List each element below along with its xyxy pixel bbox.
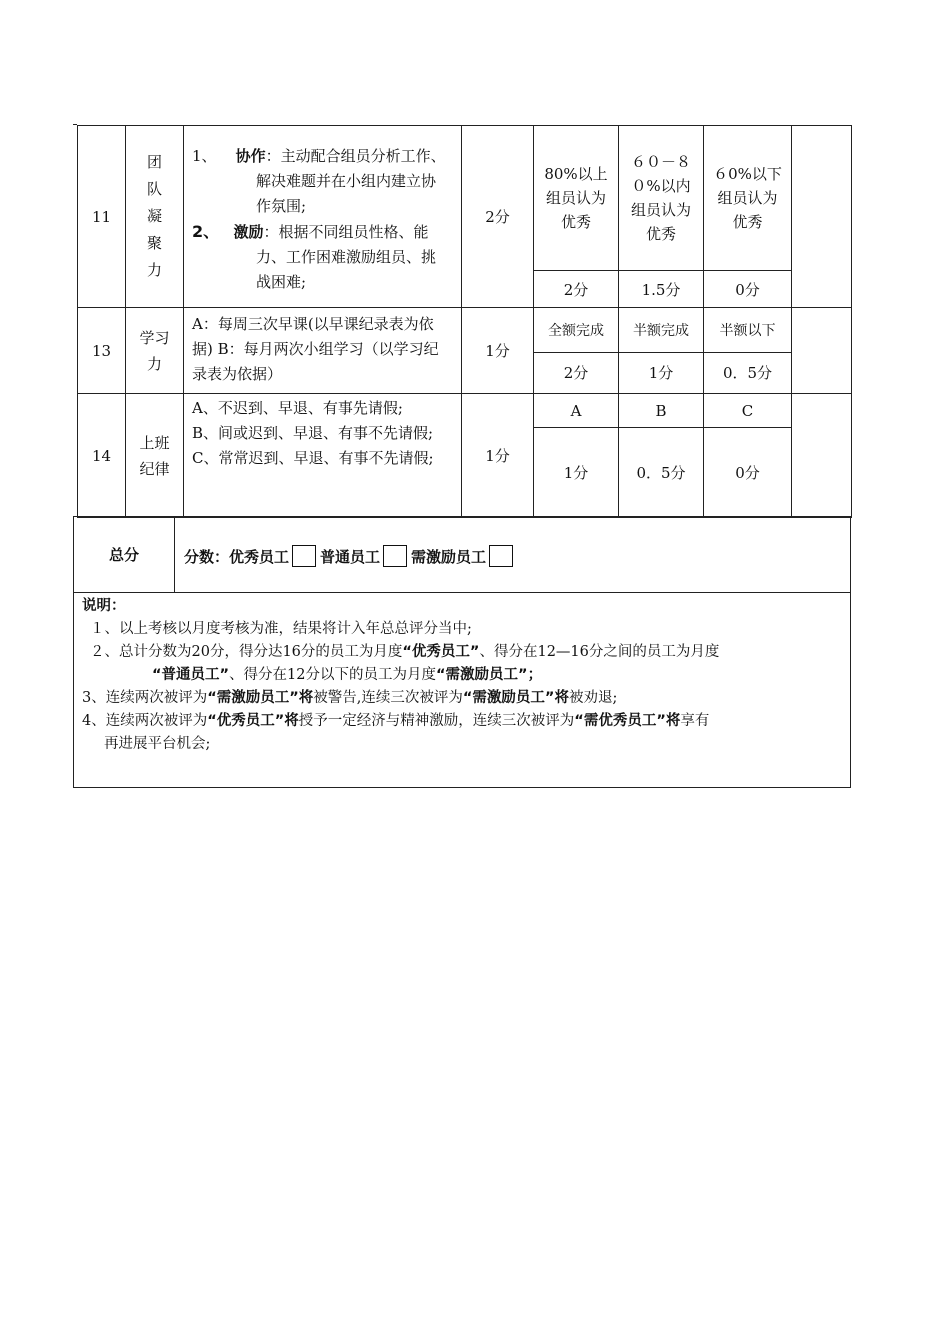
- note-3: 3、连续两次被评为“需激励员工”将被警告,连续三次被评为“需激励员工”将被劝退;: [82, 690, 618, 706]
- category-label: 团队凝聚力: [146, 153, 162, 279]
- grade-score: 0分: [704, 271, 792, 308]
- row-number: 14: [78, 394, 126, 518]
- row-number: 13: [78, 308, 126, 394]
- category-label: 上班纪律: [139, 433, 170, 478]
- description-cell: A：每周三次早课(以早课纪录表为依据) B：每月两次小组学习（以学习纪录表为依据）: [184, 308, 462, 394]
- grade-header: A: [534, 394, 619, 428]
- total-score-row: [74, 517, 850, 593]
- blank-cell: [792, 126, 852, 308]
- description-cell: [184, 126, 462, 308]
- grade-score: 0．5分: [619, 428, 704, 518]
- grade-score: 1分: [619, 352, 704, 393]
- evaluation-table: [77, 125, 852, 518]
- grade-header: ６０－８０%以内组员认为优秀: [619, 126, 704, 271]
- option-excellent-label: 优秀员工: [229, 548, 290, 566]
- weight-cell: 1分: [462, 308, 534, 394]
- grade-score: 2分: [534, 271, 619, 308]
- category-cell: [126, 308, 184, 394]
- notes-section: [82, 599, 844, 756]
- blank-cell: [792, 308, 852, 394]
- score-options: 分数：优秀员工 普通员工 需激励员工: [184, 545, 517, 567]
- weight-cell: 1分: [462, 394, 534, 518]
- grade-score: 1.5分: [619, 271, 704, 308]
- category-label: 学习力: [139, 328, 170, 373]
- grade-header: 全额完成: [534, 308, 619, 353]
- item-motivation: 2、 激励：根据不同组员性格、能 力、工作困难激励组员、挑 战困难;: [192, 222, 437, 291]
- blank-cell: [792, 394, 852, 518]
- grade-header: 半额完成: [619, 308, 704, 353]
- option-normal-label: 普通员工: [320, 548, 381, 566]
- weight-cell: 2分: [462, 126, 534, 308]
- grade-header: 半额以下: [704, 308, 792, 353]
- note-1: １、以上考核以月度考核为准，结果将计入年总总评分当中;: [90, 621, 472, 637]
- note-2: ２、总计分数为20分，得分达16分的员工为月度“优秀员工”、得分在12—16分之间的员工为月度: [90, 644, 720, 660]
- note-2-continued: “普通员工”、得分在12分以下的员工为月度“需激励员工”；: [152, 667, 543, 683]
- option-needs-motivation-label: 需激励员工: [411, 548, 487, 566]
- grade-header: C: [704, 394, 792, 428]
- category-cell: [126, 394, 184, 518]
- excellent-checkbox[interactable]: [292, 545, 316, 567]
- item-cooperation: 1、 协作：主动配合组员分析工作、 解决难题并在小组内建立协 作氛围;: [192, 147, 446, 215]
- grade-header: ６0%以下组员认为优秀: [704, 126, 792, 271]
- note-4: 4、连续两次被评为“优秀员工”将授予一定经济与精神激励，连续三次被评为“需优秀员工”将享有: [82, 713, 710, 729]
- grade-score: 0分: [704, 428, 792, 518]
- notes-title: 说明：: [82, 598, 126, 614]
- grade-score: 2分: [534, 352, 619, 393]
- total-score-label: 总分: [74, 517, 175, 592]
- summary-section: [73, 516, 851, 788]
- row-number: 11: [78, 126, 126, 308]
- grade-score: 0．5分: [704, 352, 792, 393]
- note-4-continued: 再进展平台机会;: [104, 736, 211, 752]
- description-cell: A、不迟到、早退、有事先请假; B、间或迟到、早退、有事不先请假; C、常常迟到、早退、有事不先请假;: [184, 394, 462, 518]
- grade-header: B: [619, 394, 704, 428]
- category-cell: [126, 126, 184, 308]
- normal-checkbox[interactable]: [383, 545, 407, 567]
- needs-motivation-checkbox[interactable]: [489, 545, 513, 567]
- grade-score: 1分: [534, 428, 619, 518]
- grade-header: 80%以上组员认为优秀: [534, 126, 619, 271]
